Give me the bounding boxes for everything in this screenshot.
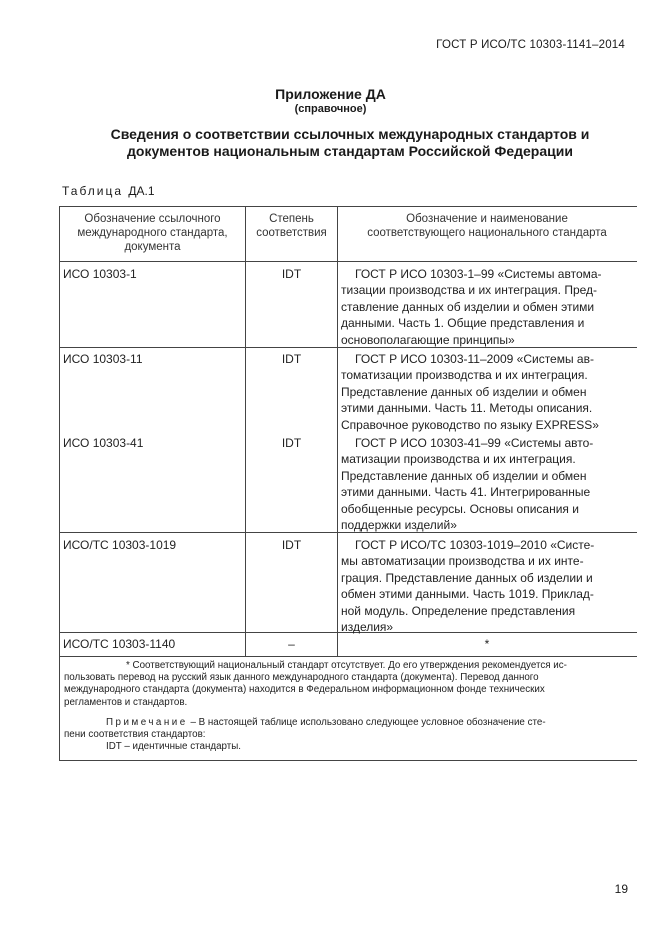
table-row-4-desc: [341, 537, 627, 635]
row-2-desc-line-2: томатизации производства и их интеграция.: [341, 368, 588, 383]
table-row-2-ref: ИСО 10303-11: [63, 352, 143, 366]
appendix-title: Приложение ДА: [275, 86, 386, 102]
table-footnote: [64, 660, 629, 709]
table-note: [64, 717, 629, 754]
column-header-degree-line-2: соответствия: [256, 227, 327, 239]
column-header-degree: [246, 212, 337, 240]
table-row-5-desc: *: [484, 637, 490, 651]
table-row-1-desc: [341, 266, 627, 348]
table-caption: [62, 184, 155, 198]
row-3-desc-line-1: ГОСТ Р ИСО 10303-41–99 «Системы авто-: [355, 436, 594, 450]
note-line-2: пени соответствия стандартов:: [64, 729, 206, 741]
row-4-desc-line-5: ной модуль. Определение представления: [341, 603, 576, 618]
table-row-2-desc: [341, 351, 627, 433]
note-line-1: [64, 717, 629, 729]
row-3-desc-line-3: Представление данных об изделии и обмен: [341, 468, 587, 483]
column-header-national-line-1: Обозначение и наименование: [406, 213, 568, 225]
column-header-national-line-2: соответствующего национального стандарта: [367, 227, 607, 239]
column-header-reference-line-1: Обозначение ссылочного: [84, 213, 221, 225]
row-4-desc-line-2: мы автоматизации производства и их инте-: [341, 554, 584, 569]
note-text-1: – В настоящей таблице использовано следующее условное обозначение сте-: [187, 717, 546, 728]
column-header-national: [338, 212, 636, 240]
row-4-desc-line-3: грация. Представление данных об изделии и: [341, 570, 593, 585]
appendix-heading: [70, 126, 630, 160]
row-2-desc-line-1: ГОСТ Р ИСО 10303-11–2009 «Системы ав-: [355, 352, 594, 366]
column-header-reference-line-3: документа: [124, 241, 181, 253]
row-2-desc-line-5: Справочное руководство по языку EXPRESS»: [341, 417, 599, 432]
row-1-desc-line-5: основополагающие принципы»: [341, 332, 515, 347]
table-caption-number: ДА.1: [128, 184, 155, 198]
table-row-1-ref: ИСО 10303-1: [63, 267, 137, 281]
table-row-2-degree: IDT: [281, 352, 302, 366]
note-line-3: IDT – идентичные стандарты.: [106, 741, 242, 753]
table-row-3-desc: [341, 435, 627, 533]
column-divider-2: [337, 206, 338, 656]
appendix-heading-line-1: Сведения о соответствии ссылочных международных стандартов и: [110, 126, 590, 142]
column-header-degree-line-1: Степень: [269, 213, 314, 225]
table-row-4-ref: ИСО/ТС 10303-1019: [63, 538, 177, 552]
row-4-desc-line-6: изделия»: [341, 620, 394, 635]
row-3-desc-line-4: этими данными. Часть 41. Интегрированные: [341, 485, 591, 500]
table-row-1-degree: IDT: [281, 267, 302, 281]
row-3-desc-line-6: поддержки изделий»: [341, 518, 457, 533]
row-4-desc-line-1: ГОСТ Р ИСО/ТС 10303-1019–2010 «Систе-: [355, 538, 595, 552]
footnote-line-3: международного стандарта (документа) находится в Федеральном информационном фонде технических: [64, 684, 545, 696]
table-row-5-ref: ИСО/ТС 10303-1140: [63, 637, 176, 651]
note-word: Примечание: [106, 717, 188, 728]
row-1-desc-line-3: ставление данных об изделии и обмен этими: [341, 299, 595, 314]
row-1-desc-line-1: ГОСТ Р ИСО 10303-1–99 «Системы автома-: [355, 267, 602, 281]
footnote-line-2: пользовать перевод на русский язык данного международного стандарта (документа). Перевод данного: [64, 672, 539, 684]
page-number: 19: [614, 882, 628, 896]
row-1-desc-line-2: тизации производства и их интеграция. Пред-: [341, 283, 598, 298]
row-1-desc-line-4: данными. Часть 1. Общие представления и: [341, 316, 585, 331]
footnote-line-4: регламентов и стандартов.: [64, 696, 188, 708]
document-code: ГОСТ Р ИСО/ТС 10303-1141–2014: [436, 39, 625, 51]
row-3-desc-line-5: обобщенные ресурсы. Основы описания и: [341, 501, 579, 516]
table-row-4-degree: IDT: [281, 538, 302, 552]
appendix-heading-line-2: документов национальным стандартам Российской Федерации: [127, 143, 573, 159]
appendix-subtitle: (справочное): [294, 103, 367, 115]
footnote-line-1: * Соответствующий национальный стандарт отсутствует. До его утверждения рекомендуется ис-: [126, 660, 567, 671]
row-3-desc-line-2: матизации производства и их интеграция.: [341, 452, 576, 467]
header-separator: [59, 261, 637, 262]
table-row-3-ref: ИСО 10303-41: [63, 436, 144, 450]
table-row-3-degree: IDT: [281, 436, 302, 450]
footnote-separator: [59, 656, 637, 657]
row-2-desc-line-4: этими данными. Часть 11. Методы описания.: [341, 401, 593, 416]
column-header-reference-line-2: международного стандарта,: [77, 227, 228, 239]
row-2-desc-line-3: Представление данных об изделии и обмен: [341, 384, 587, 399]
row-4-desc-line-4: обмен этими данными. Часть 1019. Приклад-: [341, 587, 594, 602]
column-header-reference: [60, 212, 245, 254]
table-row-5-degree: –: [288, 637, 295, 651]
table-caption-word: Таблица: [62, 184, 124, 198]
